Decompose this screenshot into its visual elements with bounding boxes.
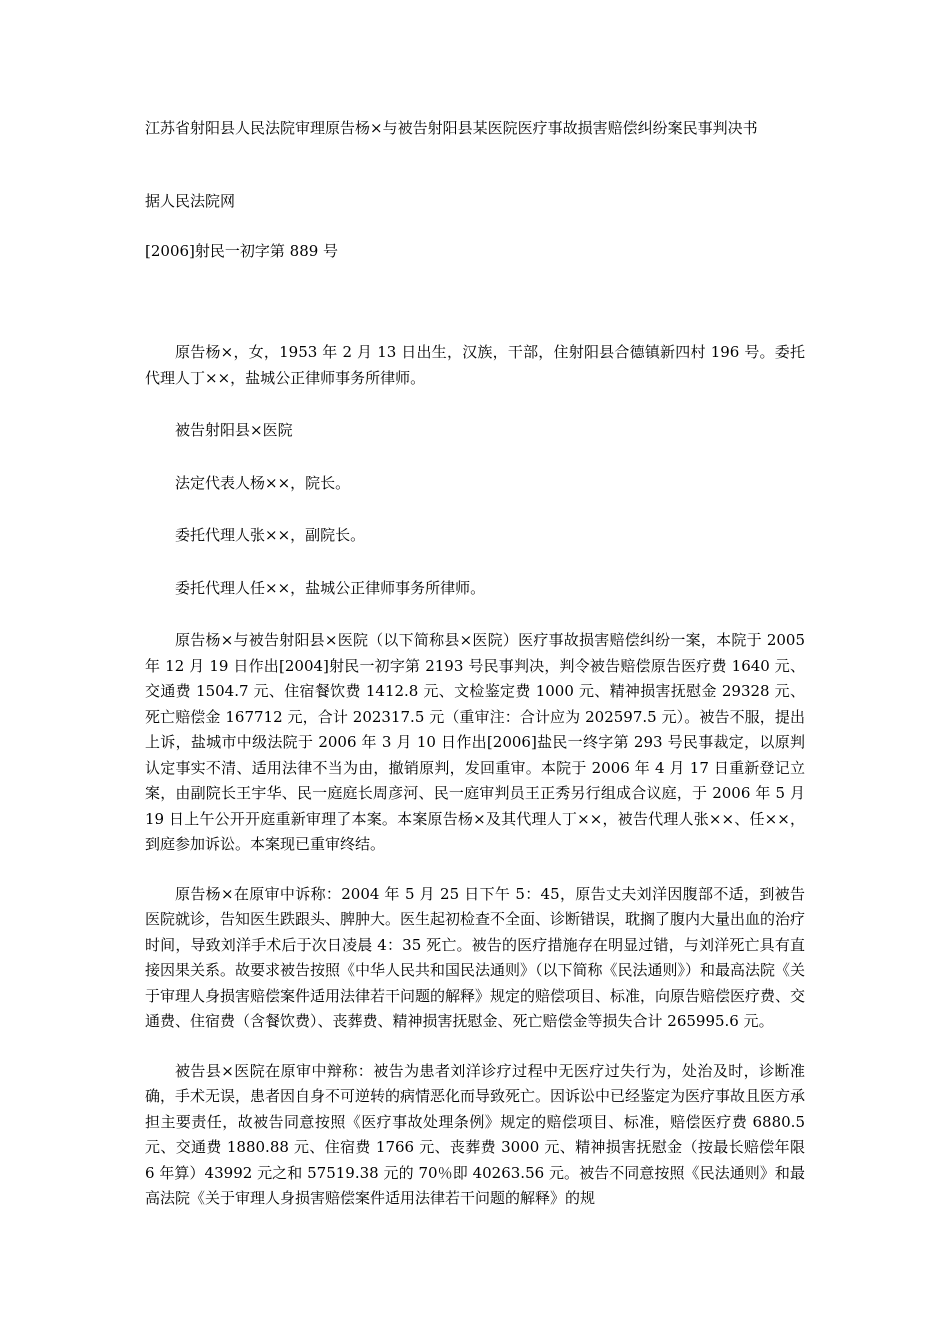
- defendant-info: 被告射阳县×医院: [175, 421, 293, 439]
- document-title: 江苏省射阳县人民法院审理原告杨×与被告射阳县某医院医疗事故损害赔偿纠纷案民事判决书: [145, 119, 758, 137]
- legal-representative: 法定代表人杨××，院长。: [175, 473, 351, 492]
- document-source: 据人民法院网: [145, 192, 236, 210]
- plaintiff-info: 原告杨×，女，1953 年 2 月 13 日出生，汉族，干部，住射阳县合德镇新四村 196 号。委托代理人丁××，盐城公正律师事务所律师。: [145, 343, 805, 387]
- case-number: [2006]射民一初字第 889 号: [145, 242, 339, 260]
- plaintiff-claim-paragraph: 原告杨×在原审中诉称：2004 年 5 月 25 日下午 5：45，原告丈夫刘洋因腹部不适，到被告医院就诊，告知医生跌跟头、脾肿大。医生起初检查不全面、诊断错误，耽搁了腹内大量出血的治疗时间，导致刘洋手术后于次日凌晨 4：35 死亡。被告的医疗措施存在明显过错，与刘洋死亡具有直接因果关系。故要求被告按照《中华人民共和国民法通则》（以下简称《民法通则》）和最高法院《关于审理人身损害赔偿案件适用法律若干问题的解释》规定的赔偿项目、标准，向原告赔偿医疗费、交通费、住宿费（含餐饮费）、丧葬费、精神损害抚慰金、死亡赔偿金等损失合计 265995.6 元。: [145, 884, 806, 1030]
- case-history-paragraph: 原告杨×与被告射阳县×医院（以下简称县×医院）医疗事故损害赔偿纠纷一案，本院于 2005 年 12 月 19 日作出[2004]射民一初字第 2193 号民事判决，判令被告赔偿原告医疗费 1640 元、交通费 1504.7 元、住宿餐饮费 1412.8 元、文检鉴定费 1000 元、精神损害抚慰金 29328 元、死亡赔偿金 167712 元，合计 202317.5 元（重审注：合计应为 202597.5 元）。被告不服，提出上诉，盐城市中级法院于 2006 年 3 月 10 日作出[2006]盐民一终字第 293 号民事裁定，以原判认定事实不清、适用法律不当为由，撤销原判，发回重审。本院于 2006 年 4 月 17 日重新登记立案，由副院长王宇华、民一庭庭长周彦河、民一庭审判员王正秀另行组成合议庭，于 2006 年 5 月 19 日上午公开开庭重新审理了本案。本案原告杨×及其代理人丁××，被告代理人张××、任××，到庭参加诉讼。本案现已重审终结。: [145, 631, 805, 853]
- defendant-agent-1: 委托代理人张××，副院长。: [175, 526, 366, 544]
- document-body: [145, 340, 805, 1236]
- defendant-defense-paragraph: 被告县×医院在原审中辩称：被告为患者刘洋诊疗过程中无医疗过失行为，处治及时，诊断准确，手术无误，患者因自身不可逆转的病情恶化而导致死亡。因诉讼中已经鉴定为医疗事故且医方承担主要责任，故被告同意按照《医疗事故处理条例》规定的赔偿项目、标准，赔偿医疗费 6880.5 元、交通费 1880.88 元、住宿费 1766 元、丧葬费 3000 元、精神损害抚慰金（按最长赔偿年限 6 年算）43992 元之和 57519.38 元的 70％即 40263.56 元。被告不同意按照《民法通则》和最高法院《关于审理人身损害赔偿案件适用法律若干问题的解释》的规: [145, 1061, 806, 1207]
- defendant-agent-2: 委托代理人任××，盐城公正律师事务所律师。: [175, 578, 486, 597]
